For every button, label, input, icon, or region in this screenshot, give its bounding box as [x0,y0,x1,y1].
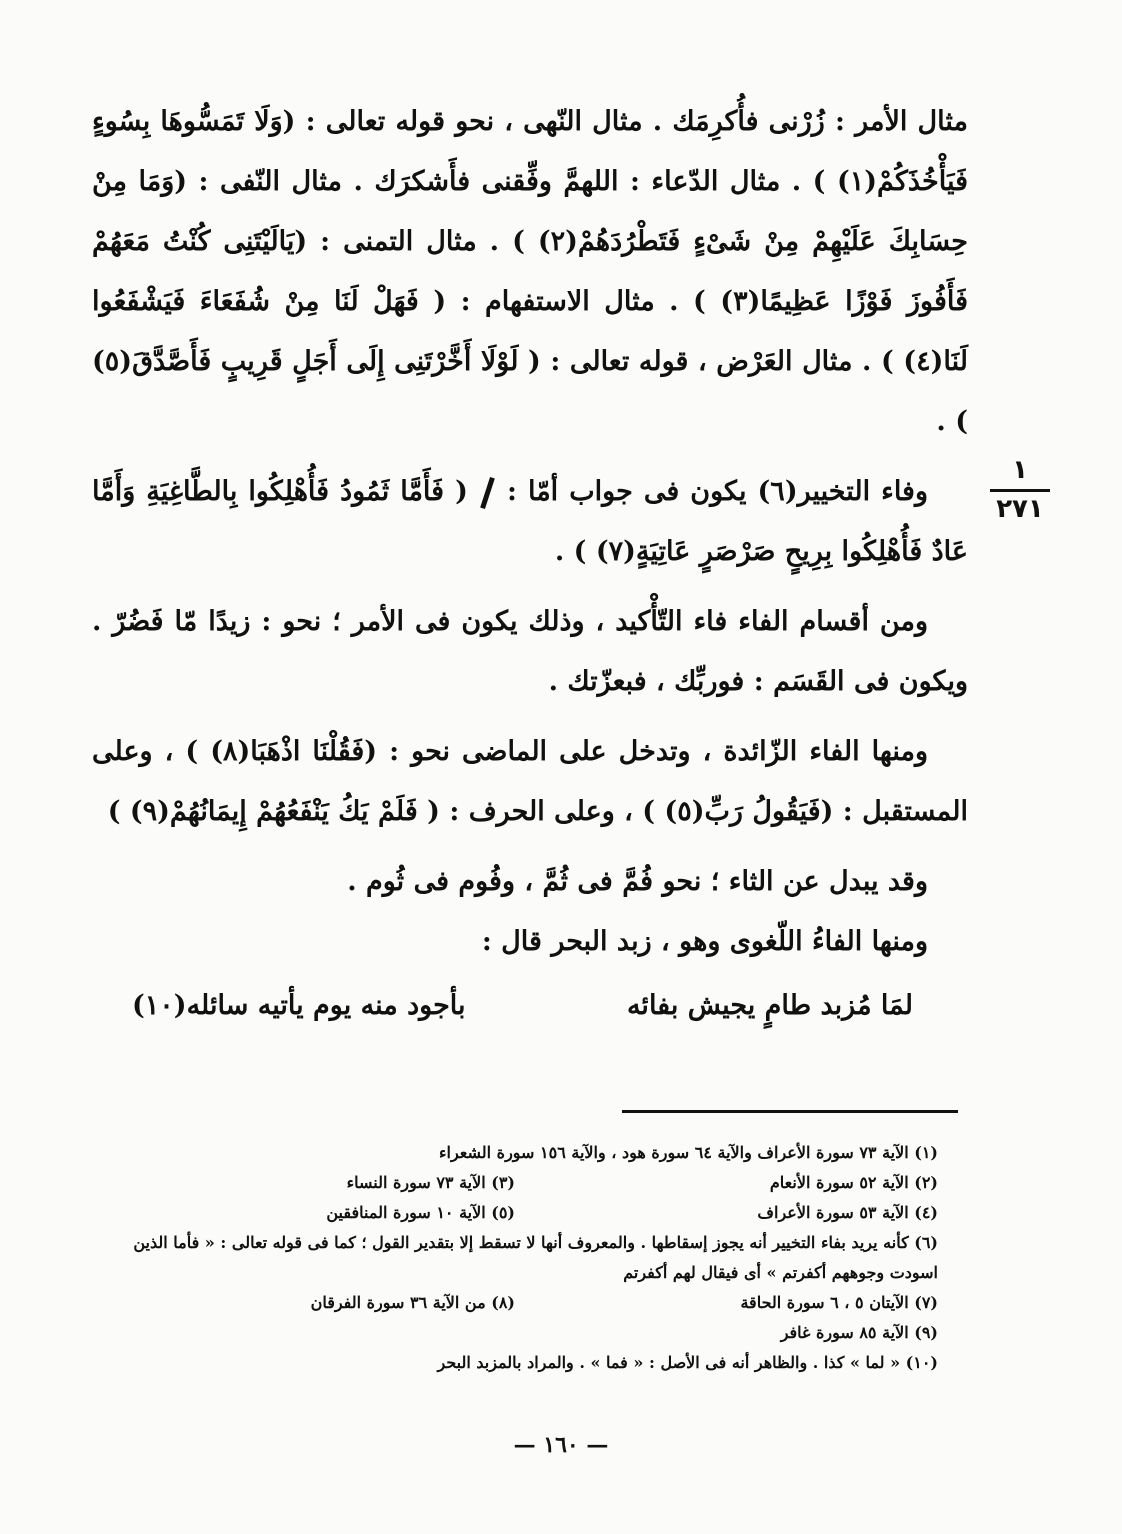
paragraph-zaida: ومنها الفاء الزّائدة ، وتدخل على الماضى نحو : (فَقُلْنَا اذْهَبَا(٨) ) ، وعلى المستقبل : (فَيَقُولُ رَبِّ(٥) ) ، وعلى الحرف : ( فَلَمْ يَكُ يَنْفَعُهُمْ إِيمَانُهُمْ(٩) ) [92,736,968,827]
verse-first-hemistich: لمَا مُزبد طامٍ يجيش بفائه [626,990,913,1021]
footnote-row [92,1348,938,1378]
paragraph-taakid: ومن أقسام الفاء فاء التّأْكيد ، وذلك يكون فى الأمر ؛ نحو : زيدًا مّا فَضُرّ . ويكون فى القَسَم : فوربِّك ، فبعزّتك . [92,606,968,697]
footnote-row [92,1288,938,1318]
folio-break-mark [480,477,495,509]
footnote-4: (٤) الآية ٥٣ سورة الأعراف [757,1203,938,1222]
paragraph-takhyir [92,462,968,582]
footnote-7: (٧) الآيتان ٥ ، ٦ سورة الحاقة [740,1293,938,1312]
poetry-verse [92,976,968,1036]
main-text [92,92,968,1036]
paragraph-examples: مثال الأمر : زُرْنى فأُكرِمَك . مثال النّهى ، نحو قوله تعالى : (وَلَا تَمَسُّوهَا بِسُوءٍ فَيَأْخُذَكُمْ(١) ) . مثال الدّعاء : اللهمَّ وفِّقنى فأَشكرَك . مثال النّفى : (وَمَا مِنْ حِسَابِكَ عَلَيْهِمْ مِنْ شَىْءٍ فَتَطْرُدَهُمْ(٢) ) . مثال التمنى : (يَالَيْتَنِى كُنْتُ مَعَهُمْ فَأَفُوزَ فَوْزًا عَظِيمًا(٣) ) . مثال الاستفهام : ( فَهَلْ لَنَا مِنْ شُفَعَاءَ فَيَشْفَعُوا لَنَا(٤) ) . مثال العَرْض ، قوله تعالى : ( لَوْلَا أَخَّرْتَنِى إِلَى أَجَلٍ قَرِيبٍ فَأَصَّدَّقَ(٥) ) . [92,106,968,437]
footnote-row [92,1138,938,1168]
paragraph-badal: وقد يبدل عن الثاء ؛ نحو فُمَّ فى ثُمَّ ، وفُوم فى ثُوم . [347,866,928,897]
verse-second-hemistich: بأجود منه يوم يأتيه سائله(١٠) [132,990,466,1021]
footnote-9: (٩) الآية ٨٥ سورة غافر [780,1323,938,1342]
margin-reference-top: ١ [990,455,1050,492]
footnote-10: (١٠) « لما » كذا . والظاهر أنه فى الأصل : « فما » . والمراد بالمزبد البحر [437,1353,938,1372]
footnote-row [92,1198,938,1228]
footnote-separator [622,1110,958,1113]
footnote-2: (٢) الآية ٥٢ سورة الأنعام [769,1173,938,1192]
footnote-1: (١) الآية ٧٣ سورة الأعراف والآية ٦٤ سورة هود ، والآية ١٥٦ سورة الشعراء [439,1143,938,1162]
footnotes [92,1138,938,1378]
footnote-row [92,1168,938,1198]
footnote-8: (٨) من الآية ٣٦ سورة الفرقان [310,1293,515,1312]
takhyir-intro: وفاء التخيير(٦) يكون فى جواب أمّا : [506,476,928,507]
footnote-row [92,1318,938,1348]
page-number: — ١٦٠ — [513,1432,609,1458]
paragraph-lughawi: ومنها الفاءُ اللّغوى وهو ، زبد البحر قال : [481,926,928,957]
takhyir-quote: ( فَأَمَّا ثَمُودُ فَأُهْلِكُوا بِالطَّاغِيَةِ وَأَمَّا عَادٌ فَأُهْلِكُوا بِرِيحٍ صَرْصَرٍ عَاتِيَةٍ(٧) ) . [92,476,968,567]
footnote-3: (٣) الآية ٧٣ سورة النساء [346,1173,515,1192]
margin-reference-bottom: ٢٧١ [996,494,1044,524]
margin-page-reference [990,455,1050,524]
footnote-5: (٥) الآية ١٠ سورة المنافقين [326,1203,515,1222]
footnote-6: (٦) كأنه يريد بفاء التخيير أنه يجوز إسقاطها . والمعروف أنها لا تسقط إلا بتقدير القول ؛ كما فى قوله تعالى : « فأما الذين اسودت وجوههم أكفرتم » أى فيقال لهم أكفرتم [133,1233,938,1282]
